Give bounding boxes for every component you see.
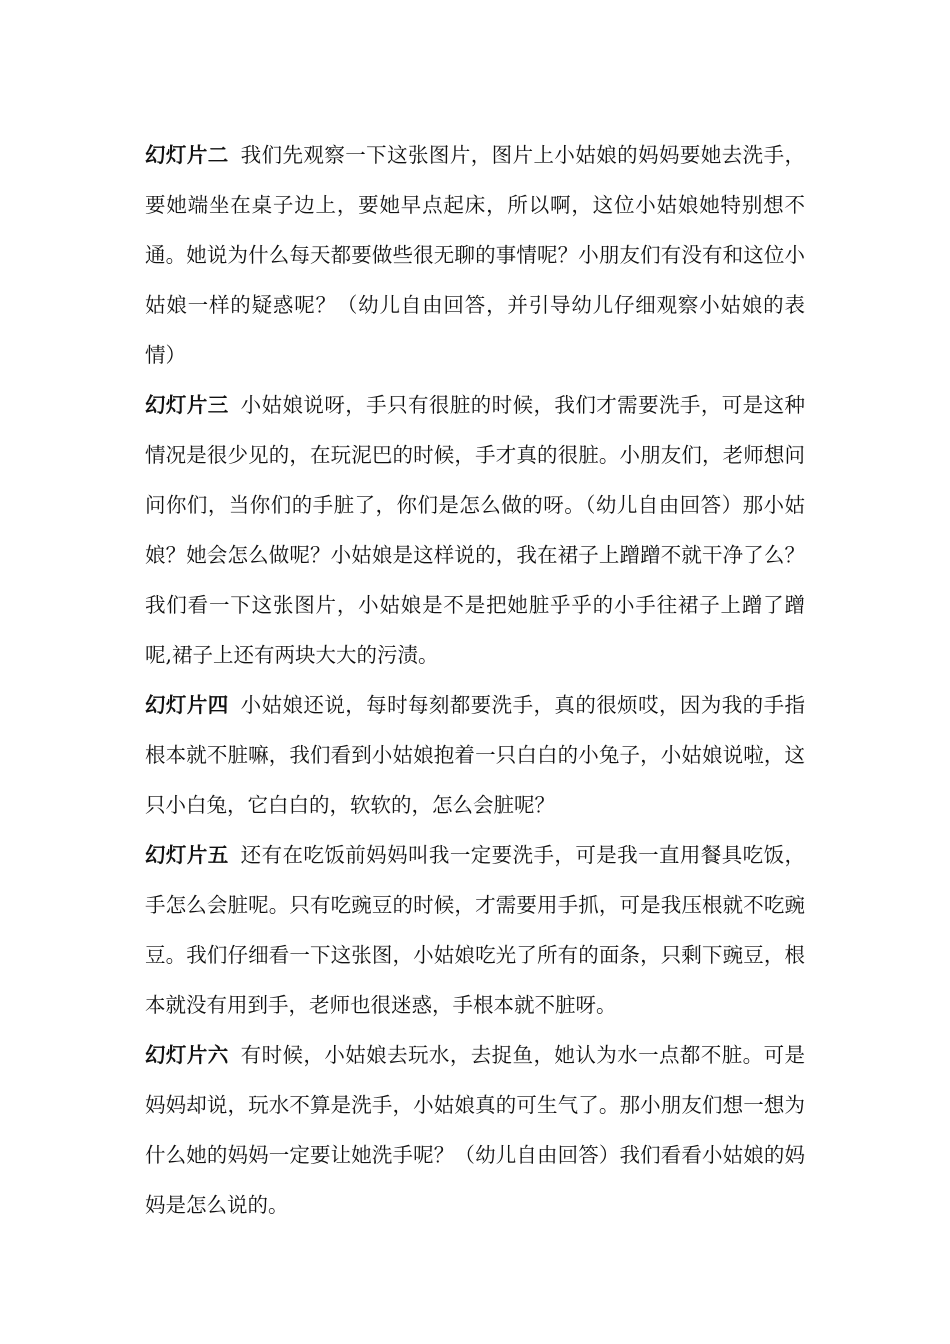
paragraph-slide-2 [145, 130, 805, 380]
paragraph-slide-6 [145, 1030, 805, 1230]
slide-label: 幻灯片三 [145, 393, 229, 417]
paragraph-text: 小姑娘说呀，手只有很脏的时候，我们才需要洗手，可是这种情况是很少见的，在玩泥巴的时候，手才真的很脏。小朋友们，老师想问问你们，当你们的手脏了，你们是怎么做的呀。（幼儿自由回答）那小姑娘？她会怎么做呢？小姑娘是这样说的，我在裙子上蹭蹭不就干净了么？我们看一下这张图片，小姑娘是不是把她脏乎乎的小手往裙子上蹭了蹭呢,裙子上还有两块大大的污渍。 [145, 393, 806, 667]
paragraph-slide-4 [145, 680, 805, 830]
paragraph-text: 有时候，小姑娘去玩水，去捉鱼，她认为水一点都不脏。可是妈妈却说，玩水不算是洗手，小姑娘真的可生气了。那小朋友们想一想为什么她的妈妈一定要让她洗手呢？（幼儿自由回答）我们看看小姑娘的妈妈是怎么说的。 [145, 1043, 806, 1217]
paragraph-text: 还有在吃饭前妈妈叫我一定要洗手，可是我一直用餐具吃饭，手怎么会脏呢。只有吃豌豆的时候，才需要用手抓，可是我压根就不吃豌豆。我们仔细看一下这张图，小姑娘吃光了所有的面条，只剩下豌豆，根本就没有用到手，老师也很迷惑，手根本就不脏呀。 [145, 843, 806, 1017]
slide-label: 幻灯片五 [145, 843, 229, 867]
slide-label: 幻灯片六 [145, 1043, 229, 1067]
paragraph-slide-5 [145, 830, 805, 1030]
paragraph-slide-3 [145, 380, 805, 680]
slide-label: 幻灯片二 [145, 143, 229, 167]
paragraph-text: 小姑娘还说，每时每刻都要洗手，真的很烦哎，因为我的手指根本就不脏嘛，我们看到小姑娘抱着一只白白的小兔子，小姑娘说啦，这只小白兔，它白白的，软软的，怎么会脏呢？ [145, 693, 806, 817]
slide-label: 幻灯片四 [145, 693, 229, 717]
paragraph-text: 我们先观察一下这张图片，图片上小姑娘的妈妈要她去洗手，要她端坐在桌子边上，要她早点起床，所以啊，这位小姑娘她特别想不通。她说为什么每天都要做些很无聊的事情呢？小朋友们有没有和这位小姑娘一样的疑惑呢？（幼儿自由回答，并引导幼儿仔细观察小姑娘的表情） [145, 143, 806, 367]
document-body [145, 130, 805, 1230]
